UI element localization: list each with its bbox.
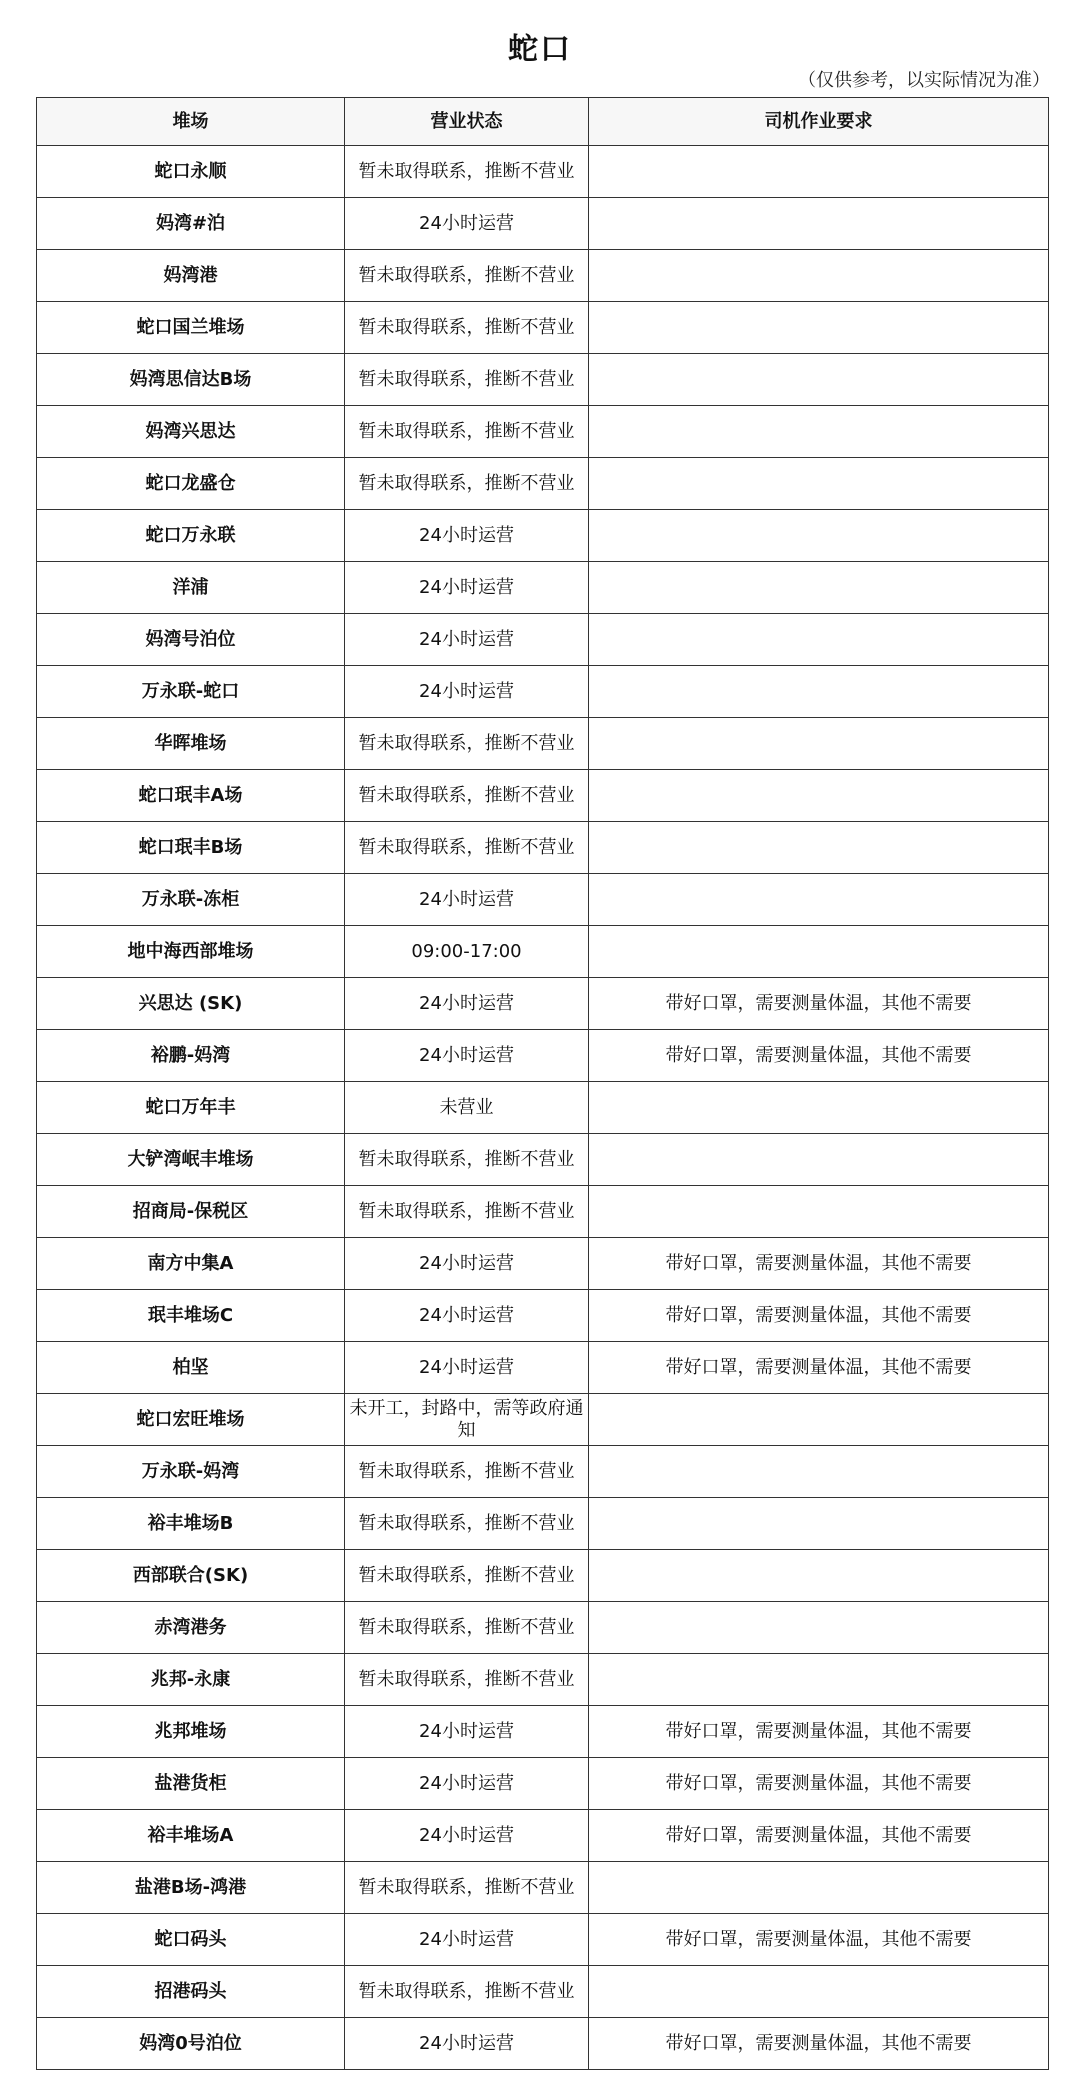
table-row [37,510,1049,562]
cell-yard-name: 盐港货柜 [37,1758,345,1810]
cell-operating-status: 暂未取得联系，推断不营业 [345,458,589,510]
cell-driver-requirement: 带好口罩，需要测量体温，其他不需要 [589,1342,1049,1394]
cell-operating-status: 暂未取得联系，推断不营业 [345,770,589,822]
cell-driver-requirement: 带好口罩，需要测量体温，其他不需要 [589,1758,1049,1810]
cell-driver-requirement [589,510,1049,562]
cell-yard-name: 西部联合(SK) [37,1550,345,1602]
cell-driver-requirement [589,1966,1049,2018]
cell-operating-status: 暂未取得联系，推断不营业 [345,1602,589,1654]
table-row [37,874,1049,926]
cell-driver-requirement [589,1186,1049,1238]
table-row [37,1134,1049,1186]
cell-driver-requirement [589,822,1049,874]
cell-operating-status: 24小时运营 [345,1290,589,1342]
cell-yard-name: 珉丰堆场C [37,1290,345,1342]
cell-operating-status: 24小时运营 [345,510,589,562]
table-row [37,1290,1049,1342]
header-yard: 堆场 [37,98,345,146]
cell-driver-requirement [589,926,1049,978]
cell-yard-name: 万永联-蛇口 [37,666,345,718]
cell-driver-requirement [589,718,1049,770]
table-row [37,1602,1049,1654]
cell-operating-status: 24小时运营 [345,978,589,1030]
table-row [37,562,1049,614]
cell-driver-requirement [589,250,1049,302]
table-row [37,1498,1049,1550]
table-row [37,198,1049,250]
cell-yard-name: 南方中集A [37,1238,345,1290]
cell-yard-name: 蛇口万年丰 [37,1082,345,1134]
cell-driver-requirement [589,354,1049,406]
table-row [37,926,1049,978]
cell-operating-status: 24小时运营 [345,1758,589,1810]
cell-driver-requirement [589,614,1049,666]
cell-operating-status: 暂未取得联系，推断不营业 [345,718,589,770]
cell-yard-name: 妈湾0号泊位 [37,2018,345,2070]
cell-driver-requirement [589,1602,1049,1654]
table-row [37,1550,1049,1602]
cell-driver-requirement [589,146,1049,198]
table-row [37,354,1049,406]
table-row [37,250,1049,302]
table-row [37,458,1049,510]
cell-driver-requirement [589,198,1049,250]
table-row [37,770,1049,822]
cell-yard-name: 妈湾思信达B场 [37,354,345,406]
cell-operating-status: 09:00-17:00 [345,926,589,978]
header-status: 营业状态 [345,98,589,146]
table-row [37,1862,1049,1914]
table-row [37,302,1049,354]
cell-yard-name: 华晖堆场 [37,718,345,770]
table-row [37,822,1049,874]
table-row [37,1342,1049,1394]
cell-driver-requirement [589,1082,1049,1134]
cell-operating-status: 24小时运营 [345,874,589,926]
cell-yard-name: 赤湾港务 [37,1602,345,1654]
cell-yard-name: 妈湾#泊 [37,198,345,250]
cell-operating-status: 暂未取得联系，推断不营业 [345,146,589,198]
cell-yard-name: 大铲湾岷丰堆场 [37,1134,345,1186]
cell-operating-status: 暂未取得联系，推断不营业 [345,1186,589,1238]
table-row [37,1394,1049,1446]
cell-operating-status: 24小时运营 [345,1706,589,1758]
cell-yard-name: 裕丰堆场A [37,1810,345,1862]
cell-operating-status: 24小时运营 [345,562,589,614]
cell-yard-name: 盐港B场-鸿港 [37,1862,345,1914]
cell-yard-name: 蛇口万永联 [37,510,345,562]
table-row [37,1238,1049,1290]
cell-operating-status: 24小时运营 [345,1030,589,1082]
cell-driver-requirement [589,1498,1049,1550]
cell-operating-status: 24小时运营 [345,2018,589,2070]
cell-driver-requirement [589,1394,1049,1446]
yard-status-table [36,97,1049,2070]
cell-yard-name: 蛇口珉丰B场 [37,822,345,874]
table-body [37,146,1049,2070]
cell-driver-requirement: 带好口罩，需要测量体温，其他不需要 [589,978,1049,1030]
table-row [37,1446,1049,1498]
cell-yard-name: 蛇口龙盛仓 [37,458,345,510]
cell-driver-requirement [589,1134,1049,1186]
cell-operating-status: 暂未取得联系，推断不营业 [345,354,589,406]
table-row [37,1030,1049,1082]
cell-yard-name: 万永联-冻柜 [37,874,345,926]
cell-driver-requirement [589,666,1049,718]
cell-operating-status: 24小时运营 [345,1810,589,1862]
table-row [37,406,1049,458]
cell-yard-name: 招商局-保税区 [37,1186,345,1238]
cell-yard-name: 柏坚 [37,1342,345,1394]
table-row [37,718,1049,770]
cell-driver-requirement: 带好口罩，需要测量体温，其他不需要 [589,2018,1049,2070]
cell-driver-requirement: 带好口罩，需要测量体温，其他不需要 [589,1810,1049,1862]
table-row [37,1966,1049,2018]
cell-driver-requirement [589,1550,1049,1602]
cell-yard-name: 招港码头 [37,1966,345,2018]
table-row [37,146,1049,198]
cell-driver-requirement [589,562,1049,614]
table-row [37,1706,1049,1758]
cell-yard-name: 裕丰堆场B [37,1498,345,1550]
cell-yard-name: 妈湾号泊位 [37,614,345,666]
cell-yard-name: 地中海西部堆场 [37,926,345,978]
table-row [37,614,1049,666]
cell-yard-name: 蛇口珉丰A场 [37,770,345,822]
cell-yard-name: 兆邦-永康 [37,1654,345,1706]
cell-operating-status: 暂未取得联系，推断不营业 [345,1446,589,1498]
cell-operating-status: 24小时运营 [345,666,589,718]
header-driver-requirements: 司机作业要求 [589,98,1049,146]
cell-driver-requirement [589,1862,1049,1914]
cell-operating-status: 24小时运营 [345,614,589,666]
table-row [37,1914,1049,1966]
cell-yard-name: 兆邦堆场 [37,1706,345,1758]
cell-operating-status: 暂未取得联系，推断不营业 [345,1966,589,2018]
cell-yard-name: 洋浦 [37,562,345,614]
cell-operating-status: 暂未取得联系，推断不营业 [345,1498,589,1550]
cell-driver-requirement: 带好口罩，需要测量体温，其他不需要 [589,1290,1049,1342]
cell-yard-name: 裕鹏-妈湾 [37,1030,345,1082]
table-row [37,1082,1049,1134]
cell-operating-status: 24小时运营 [345,1238,589,1290]
cell-yard-name: 蛇口永顺 [37,146,345,198]
cell-driver-requirement: 带好口罩，需要测量体温，其他不需要 [589,1030,1049,1082]
cell-operating-status: 暂未取得联系，推断不营业 [345,1550,589,1602]
cell-operating-status: 未营业 [345,1082,589,1134]
cell-operating-status: 暂未取得联系，推断不营业 [345,1862,589,1914]
page-title: 蛇口 [508,32,572,67]
cell-yard-name: 妈湾港 [37,250,345,302]
cell-driver-requirement [589,302,1049,354]
disclaimer-note: （仅供参考，以实际情况为准） [798,70,1050,91]
cell-driver-requirement [589,458,1049,510]
cell-operating-status: 暂未取得联系，推断不营业 [345,1654,589,1706]
cell-yard-name: 兴思达 (SK) [37,978,345,1030]
cell-operating-status: 暂未取得联系，推断不营业 [345,1134,589,1186]
cell-operating-status: 24小时运营 [345,1342,589,1394]
cell-driver-requirement: 带好口罩，需要测量体温，其他不需要 [589,1914,1049,1966]
cell-operating-status: 24小时运营 [345,198,589,250]
cell-driver-requirement [589,1446,1049,1498]
cell-yard-name: 蛇口宏旺堆场 [37,1394,345,1446]
table-row [37,666,1049,718]
table-row [37,978,1049,1030]
cell-driver-requirement [589,874,1049,926]
cell-driver-requirement: 带好口罩，需要测量体温，其他不需要 [589,1706,1049,1758]
cell-yard-name: 蛇口码头 [37,1914,345,1966]
cell-driver-requirement [589,406,1049,458]
cell-operating-status: 暂未取得联系，推断不营业 [345,406,589,458]
cell-yard-name: 蛇口国兰堆场 [37,302,345,354]
cell-operating-status: 暂未取得联系，推断不营业 [345,822,589,874]
cell-operating-status: 暂未取得联系，推断不营业 [345,302,589,354]
cell-yard-name: 万永联-妈湾 [37,1446,345,1498]
table-row [37,1758,1049,1810]
table-header-row [37,98,1049,146]
table-row [37,1810,1049,1862]
table-row [37,1654,1049,1706]
cell-driver-requirement [589,1654,1049,1706]
cell-yard-name: 妈湾兴思达 [37,406,345,458]
cell-operating-status: 24小时运营 [345,1914,589,1966]
table-row [37,2018,1049,2070]
table-row [37,1186,1049,1238]
cell-driver-requirement [589,770,1049,822]
cell-operating-status: 暂未取得联系，推断不营业 [345,250,589,302]
cell-driver-requirement: 带好口罩，需要测量体温，其他不需要 [589,1238,1049,1290]
cell-operating-status: 未开工，封路中，需等政府通知 [345,1394,589,1446]
